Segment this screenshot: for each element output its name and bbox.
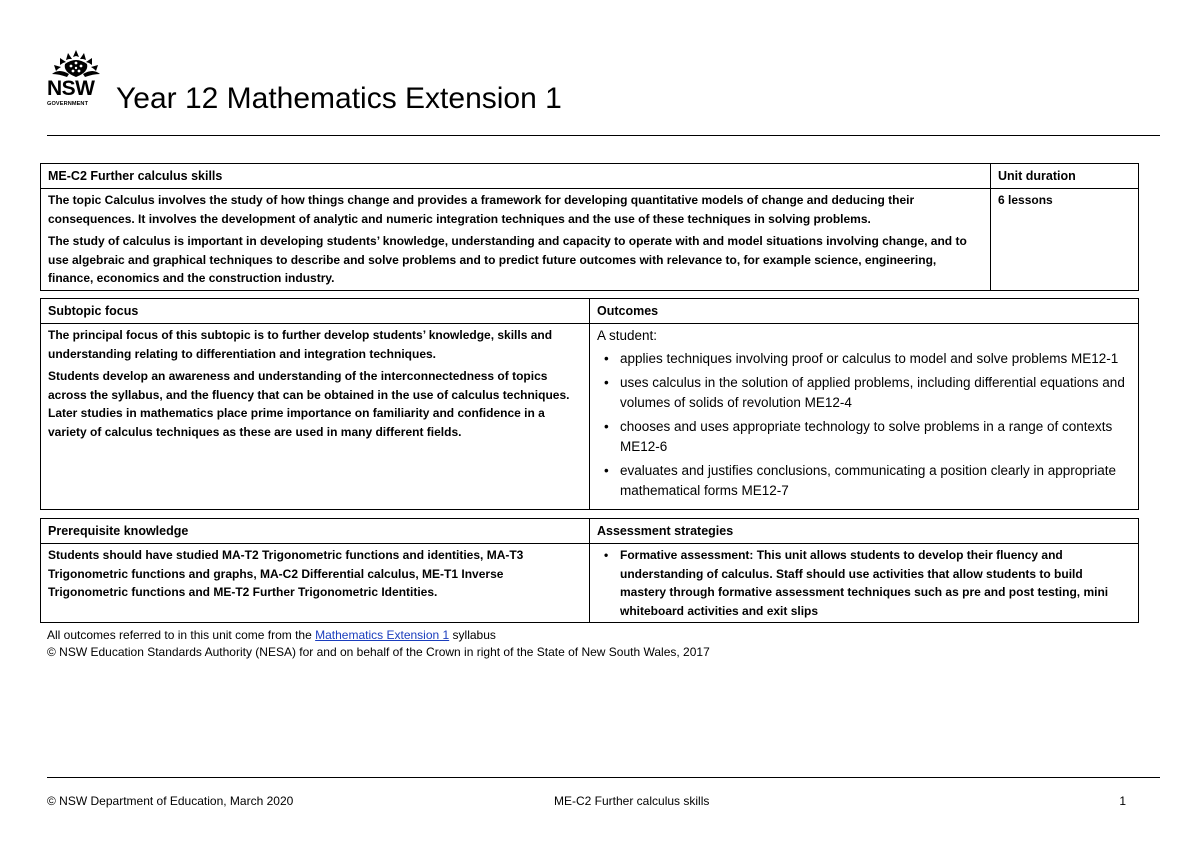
page-footer <box>47 777 1160 817</box>
prerequisite-header: Prerequisite knowledge <box>41 519 590 544</box>
list-item: • applies techniques involving proof or calculus to model and solve problems ME12-1 <box>597 349 1131 369</box>
list-item: • uses calculus in the solution of applied problems, including differential equations and volumes of solids of revolution ME12-4 <box>597 373 1131 412</box>
footer-copyright: © NSW Department of Education, March 2020 <box>47 794 294 808</box>
waratah-flower-icon <box>49 50 103 78</box>
mathematics-extension-1-link[interactable]: Mathematics Extension 1 <box>315 628 450 642</box>
note-text-end: syllabus <box>449 628 496 642</box>
unit-duration-header: Unit duration <box>991 164 1139 189</box>
logo-nsw-text: NSW <box>47 77 95 100</box>
list-item: • chooses and uses appropriate technology to solve problems in a range of contexts ME12-6 <box>597 417 1131 456</box>
unit-overview-table <box>40 163 1139 291</box>
list-item: • evaluates and justifies conclusions, communicating a position clearly in appropriate mathematical forms ME12-7 <box>597 461 1131 500</box>
subtopic-focus-header: Subtopic focus <box>41 299 590 324</box>
unit-description-para-2: The study of calculus is important in developing students’ knowledge, understanding and capacity to operate with and model situations involving change, and to use algebraic and graphical techniques to describe and solve problems and to predict future outcomes with relevance to, for example science, engineering, finance, economics and the construction industry. <box>48 234 967 285</box>
subtopic-focus-cell <box>41 324 590 510</box>
focus-para-1: The principal focus of this subtopic is to further develop students’ knowledge, skills and understanding relating to differentiation and integration techniques. <box>48 328 553 361</box>
page-header <box>47 50 1160 136</box>
outcomes-cell <box>590 324 1139 510</box>
prerequisite-cell: Students should have studied MA-T2 Trigonometric functions and identities, MA-T3 Trigonometric functions and graphs, MA-C2 Differential calculus, ME-T1 Inverse Trigonometric functions and ME-T2 Further Trigonometric Identities. <box>41 544 590 623</box>
outcomes-header: Outcomes <box>590 299 1139 324</box>
assessment-cell <box>590 544 1139 623</box>
syllabus-notes <box>47 627 710 661</box>
note-text: All outcomes referred to in this unit come from the <box>47 628 316 642</box>
focus-para-2: Students develop an awareness and understanding of the interconnectedness of topics across the syllabus, and the fluency that can be obtained in the use of calculus techniques. Later studies in mathematics place prime importance on familiarity and confidence in a variety of calculus techniques as these are used in many different fields. <box>48 369 570 439</box>
unit-duration-value: 6 lessons <box>991 189 1139 291</box>
page-title: Year 12 Mathematics Extension 1 <box>116 82 562 115</box>
outcomes-intro: A student: <box>597 328 658 343</box>
assessment-list <box>597 546 1131 620</box>
syllabus-note-line <box>47 627 710 644</box>
unit-description <box>41 189 991 291</box>
outcomes-list <box>597 349 1131 501</box>
logo-government-text: GOVERNMENT <box>47 101 89 107</box>
unit-title-header: ME-C2 Further calculus skills <box>41 164 991 189</box>
page-number: 1 <box>1119 794 1126 808</box>
list-item: • Formative assessment: This unit allows students to develop their fluency and understanding of calculus. Staff should use activities that allow students to build mastery through formative assessment techniques such as pre and post testing, mini whiteboard activities and exit slips <box>597 546 1131 620</box>
prerequisite-assessment-table <box>40 518 1139 623</box>
nsw-government-logo <box>47 50 107 116</box>
subtopic-outcomes-table <box>40 298 1139 510</box>
unit-description-para-1: The topic Calculus involves the study of how things change and provides a framework for developing quantitative models of change and deducing their consequences. It involves the development of analytic and numeric integration techniques and the use of these techniques in solving problems. <box>48 193 915 226</box>
copyright-note: © NSW Education Standards Authority (NESA) for and on behalf of the Crown in right of the State of New South Wales, 2017 <box>47 645 710 659</box>
footer-unit-title: ME-C2 Further calculus skills <box>554 794 710 808</box>
assessment-header: Assessment strategies <box>590 519 1139 544</box>
